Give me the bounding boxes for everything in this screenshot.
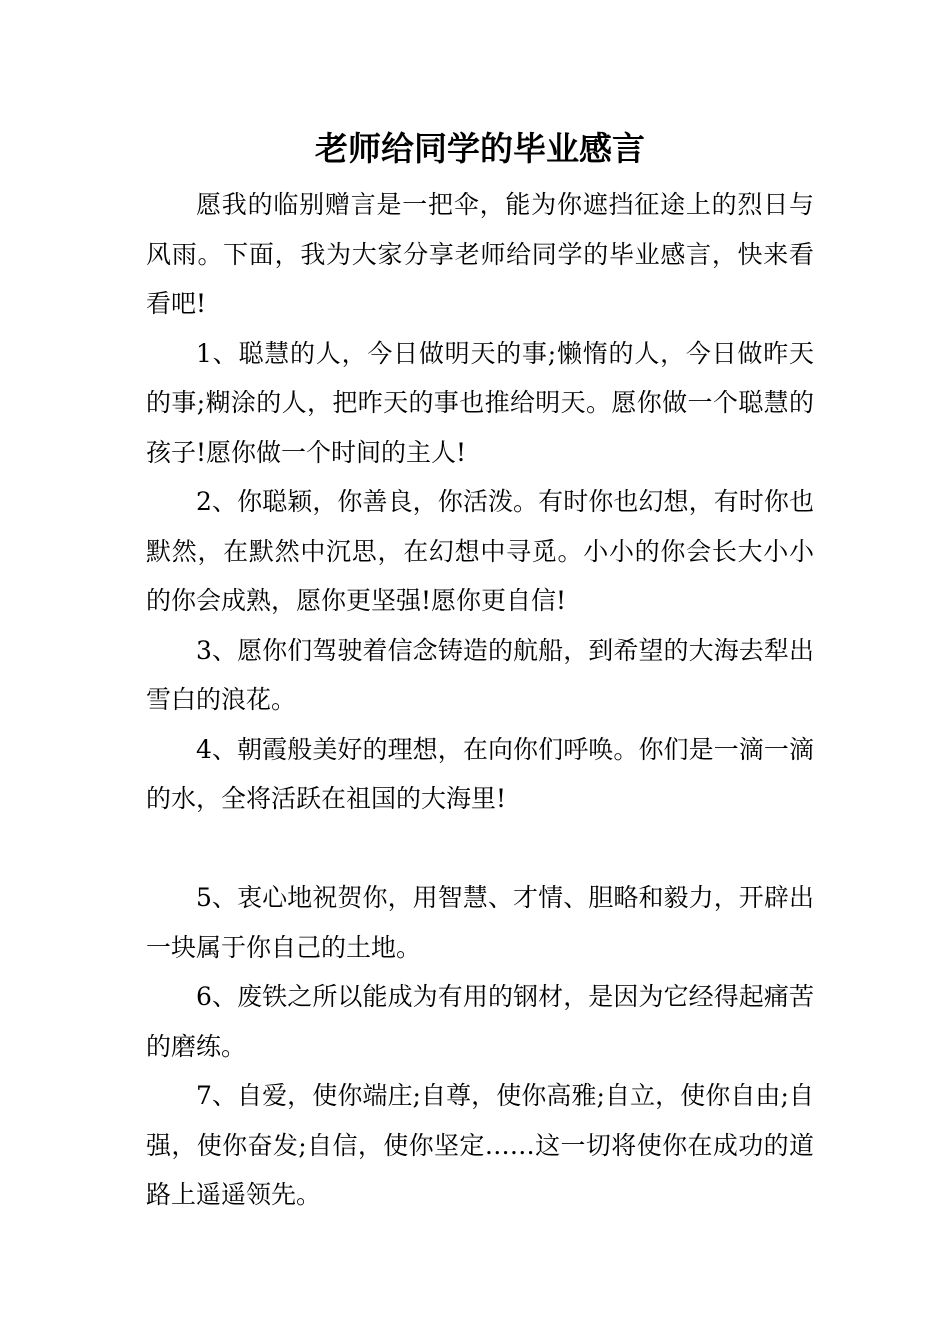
paragraph-7: 7、自爱，使你端庄;自尊，使你高雅;自立，使你自由;自强，使你奋发;自信，使你坚定……这一切将使你在成功的道路上遥遥领先。: [146, 1081, 814, 1209]
paragraph-1: 1、聪慧的人，今日做明天的事;懒惰的人，今日做昨天的事;糊涂的人，把昨天的事也推给明天。愿你做一个聪慧的孩子!愿你做一个时间的主人!: [146, 338, 814, 467]
document-page: [146, 118, 814, 1220]
blank-line: [146, 824, 814, 874]
paragraph-2: 2、你聪颖，你善良，你活泼。有时你也幻想，有时你也默然，在默然中沉思，在幻想中寻觅。小小的你会长大小小的你会成熟，愿你更坚强!愿你更自信!: [146, 487, 814, 615]
intro-paragraph: 愿我的临别赠言是一把伞，能为你遮挡征途上的烈日与风雨。下面，我为大家分享老师给同学的毕业感言，快来看看吧!: [146, 190, 814, 318]
document-title: 老师给同学的毕业感言: [315, 129, 645, 168]
paragraph-5: 5、衷心地祝贺你，用智慧、才情、胆略和毅力，开辟出一块属于你自己的土地。: [146, 883, 814, 962]
paragraph-4: 4、朝霞般美好的理想，在向你们呼唤。你们是一滴一滴的水，全将活跃在祖国的大海里!: [146, 734, 814, 813]
paragraph-6: 6、废铁之所以能成为有用的钢材，是因为它经得起痛苦的磨练。: [146, 982, 814, 1061]
paragraph-3: 3、愿你们驾驶着信念铸造的航船，到希望的大海去犁出雪白的浪花。: [146, 635, 814, 714]
